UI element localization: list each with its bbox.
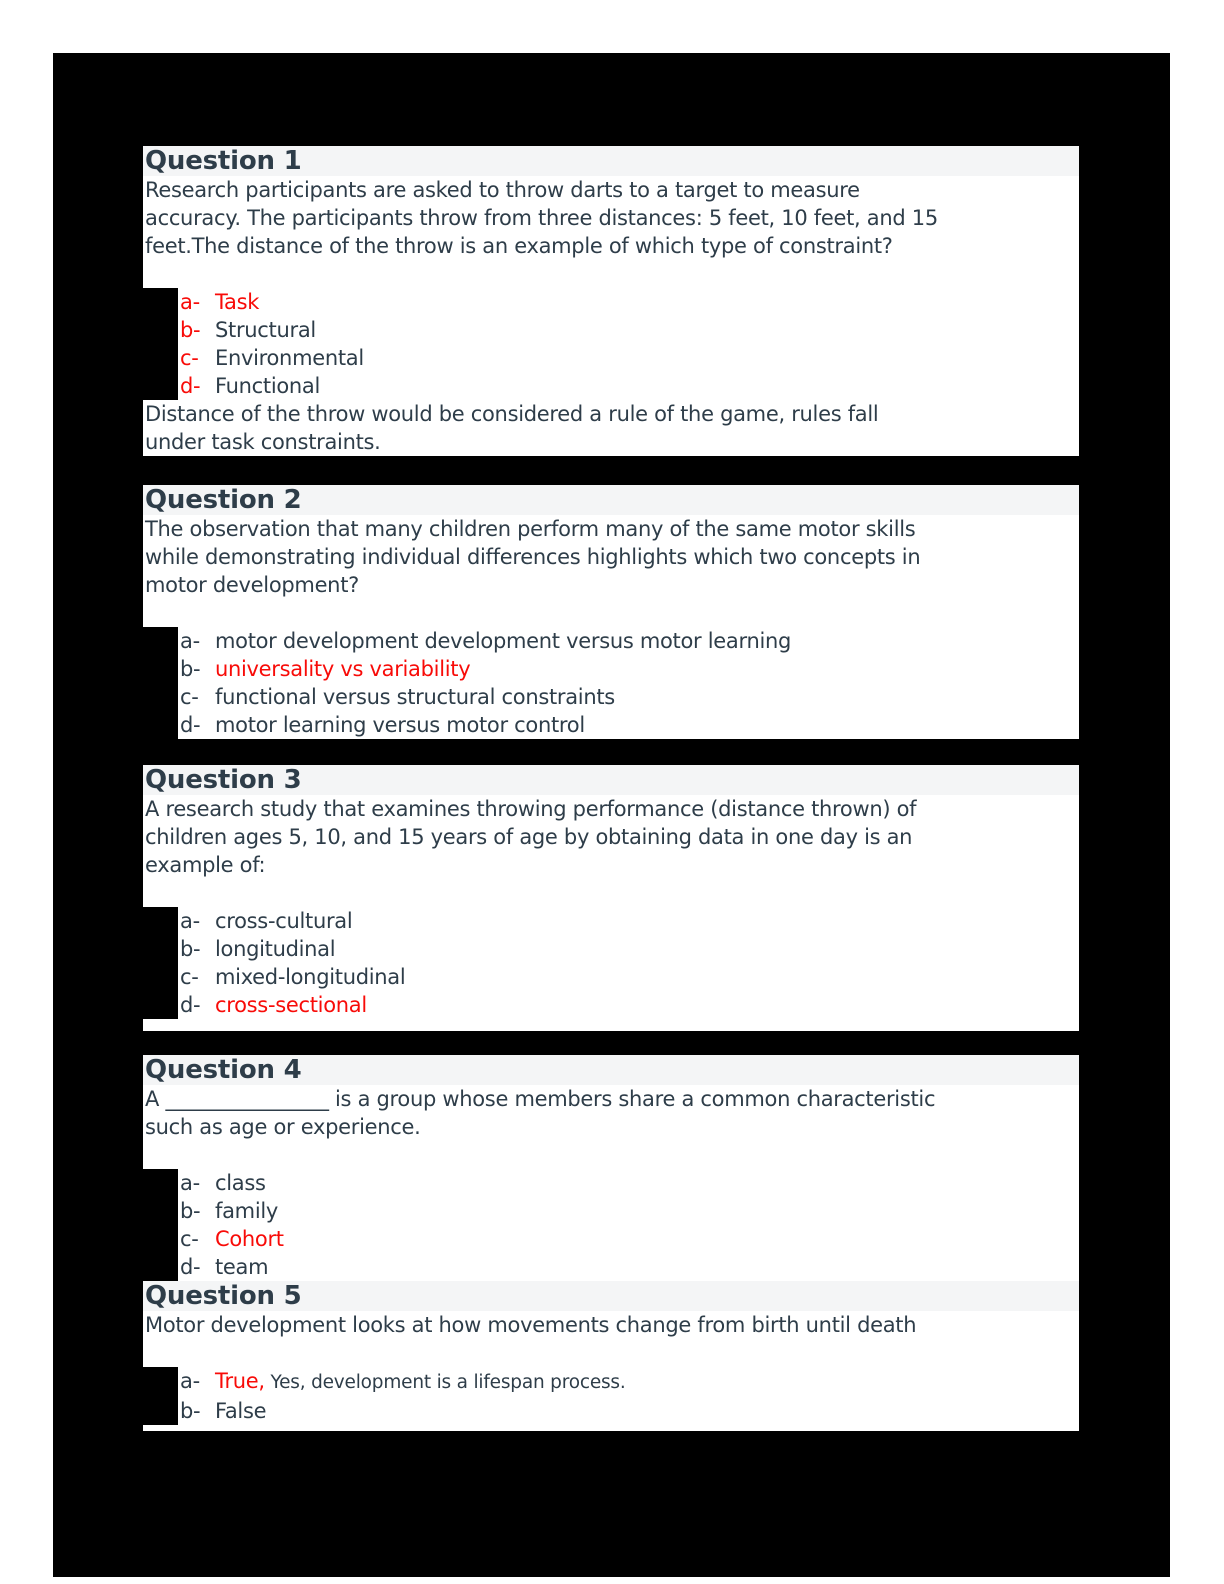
option-row bbox=[178, 1253, 1079, 1281]
question-5-options-list bbox=[143, 1367, 1079, 1425]
option-row bbox=[178, 907, 1079, 935]
blank-line bbox=[143, 599, 1079, 627]
option-letter: d- bbox=[180, 374, 201, 398]
option-letter: b- bbox=[180, 657, 201, 681]
question-2-text bbox=[143, 515, 1079, 599]
option-letter: c- bbox=[180, 965, 199, 989]
text-line: such as age or experience. bbox=[145, 1115, 421, 1139]
option-text: Structural bbox=[215, 318, 316, 342]
option-text: Cohort bbox=[215, 1227, 284, 1251]
option-letter: a- bbox=[180, 629, 200, 653]
option-row bbox=[178, 1225, 1079, 1253]
option-text: Functional bbox=[215, 374, 321, 398]
questions-column bbox=[143, 146, 1079, 1431]
option-letter: a- bbox=[180, 1369, 200, 1393]
blank-line bbox=[143, 1141, 1079, 1169]
question-3-options-list bbox=[143, 907, 1079, 1019]
text-line: Distance of the throw would be considered a rule of the game, rules fall bbox=[145, 402, 879, 426]
question-1-answer-explanation bbox=[143, 400, 1079, 456]
option-suffix-note: Yes, development is a lifespan process. bbox=[264, 1372, 626, 1393]
option-letter: a- bbox=[180, 1171, 200, 1195]
option-text: motor learning versus motor control bbox=[215, 713, 585, 737]
option-text: functional versus structural constraints bbox=[215, 685, 615, 709]
text-line: feet.The distance of the throw is an example of which type of constraint? bbox=[145, 234, 893, 258]
option-row bbox=[178, 1197, 1079, 1225]
text-line: motor development? bbox=[145, 573, 359, 597]
text-line: A research study that examines throwing performance (distance thrown) of bbox=[145, 797, 917, 821]
option-text: Environmental bbox=[215, 346, 364, 370]
question-3-text bbox=[143, 795, 1079, 879]
question-5-text bbox=[143, 1311, 1079, 1339]
option-text: family bbox=[215, 1199, 279, 1223]
text-line: Motor development looks at how movements change from birth until death bbox=[145, 1313, 917, 1337]
text-line: accuracy. The participants throw from three distances: 5 feet, 10 feet, and 15 bbox=[145, 206, 938, 230]
option-text: cross-sectional bbox=[215, 993, 367, 1017]
blank-line bbox=[143, 1339, 1079, 1367]
option-row bbox=[178, 627, 1079, 655]
option-row bbox=[178, 683, 1079, 711]
option-text: True, bbox=[215, 1369, 265, 1393]
option-letter: d- bbox=[180, 713, 201, 737]
option-text: class bbox=[215, 1171, 266, 1195]
blank-line bbox=[143, 260, 1079, 288]
option-text: mixed-longitudinal bbox=[215, 965, 406, 989]
option-letter: c- bbox=[180, 1227, 199, 1251]
question-2-options-list bbox=[143, 627, 1079, 739]
option-letter: b- bbox=[180, 318, 201, 342]
question-5-title: Question 5 bbox=[143, 1281, 1079, 1311]
option-row bbox=[178, 655, 1079, 683]
option-letter: b- bbox=[180, 1399, 201, 1423]
question-card-1 bbox=[143, 146, 1079, 456]
option-letter: c- bbox=[180, 346, 199, 370]
text-line: A ________________ is a group whose members share a common characteristic bbox=[145, 1087, 936, 1111]
option-row bbox=[178, 316, 1079, 344]
option-text: motor development development versus motor learning bbox=[215, 629, 792, 653]
option-letter: c- bbox=[180, 685, 199, 709]
question-4-options-list bbox=[143, 1169, 1079, 1281]
page-background-panel bbox=[53, 53, 1170, 1577]
option-letter: a- bbox=[180, 290, 200, 314]
text-line: while demonstrating individual differences highlights which two concepts in bbox=[145, 545, 921, 569]
text-line: example of: bbox=[145, 853, 266, 877]
option-letter: d- bbox=[180, 993, 201, 1017]
option-row bbox=[178, 372, 1079, 400]
option-letter: d- bbox=[180, 1255, 201, 1279]
text-line: under task constraints. bbox=[145, 430, 381, 454]
question-4-text bbox=[143, 1085, 1079, 1141]
text-line: Research participants are asked to throw darts to a target to measure bbox=[145, 178, 860, 202]
question-card-3 bbox=[143, 765, 1079, 1031]
text-line: children ages 5, 10, and 15 years of age by obtaining data in one day is an bbox=[145, 825, 913, 849]
option-row bbox=[178, 711, 1079, 739]
option-letter: b- bbox=[180, 937, 201, 961]
option-text: False bbox=[215, 1399, 267, 1423]
question-card-4 bbox=[143, 1055, 1079, 1281]
question-card-2 bbox=[143, 485, 1079, 739]
option-text: cross-cultural bbox=[215, 909, 353, 933]
option-row bbox=[178, 1397, 1079, 1425]
question-card-5 bbox=[143, 1281, 1079, 1431]
option-row bbox=[178, 344, 1079, 372]
question-3-title: Question 3 bbox=[143, 765, 1079, 795]
option-text: universality vs variability bbox=[215, 657, 471, 681]
blank-line bbox=[143, 879, 1079, 907]
option-row bbox=[178, 991, 1079, 1019]
question-1-text bbox=[143, 176, 1079, 260]
option-text: longitudinal bbox=[215, 937, 336, 961]
question-1-options-list bbox=[143, 288, 1079, 400]
option-row bbox=[178, 1169, 1079, 1197]
option-text: team bbox=[215, 1255, 269, 1279]
question-2-title: Question 2 bbox=[143, 485, 1079, 515]
option-row bbox=[178, 1367, 1079, 1397]
option-letter: a- bbox=[180, 909, 200, 933]
option-letter: b- bbox=[180, 1199, 201, 1223]
question-4-title: Question 4 bbox=[143, 1055, 1079, 1085]
option-text: Task bbox=[215, 290, 260, 314]
option-row bbox=[178, 963, 1079, 991]
question-1-title: Question 1 bbox=[143, 146, 1079, 176]
option-row bbox=[178, 288, 1079, 316]
text-line: The observation that many children perform many of the same motor skills bbox=[145, 517, 916, 541]
option-row bbox=[178, 935, 1079, 963]
